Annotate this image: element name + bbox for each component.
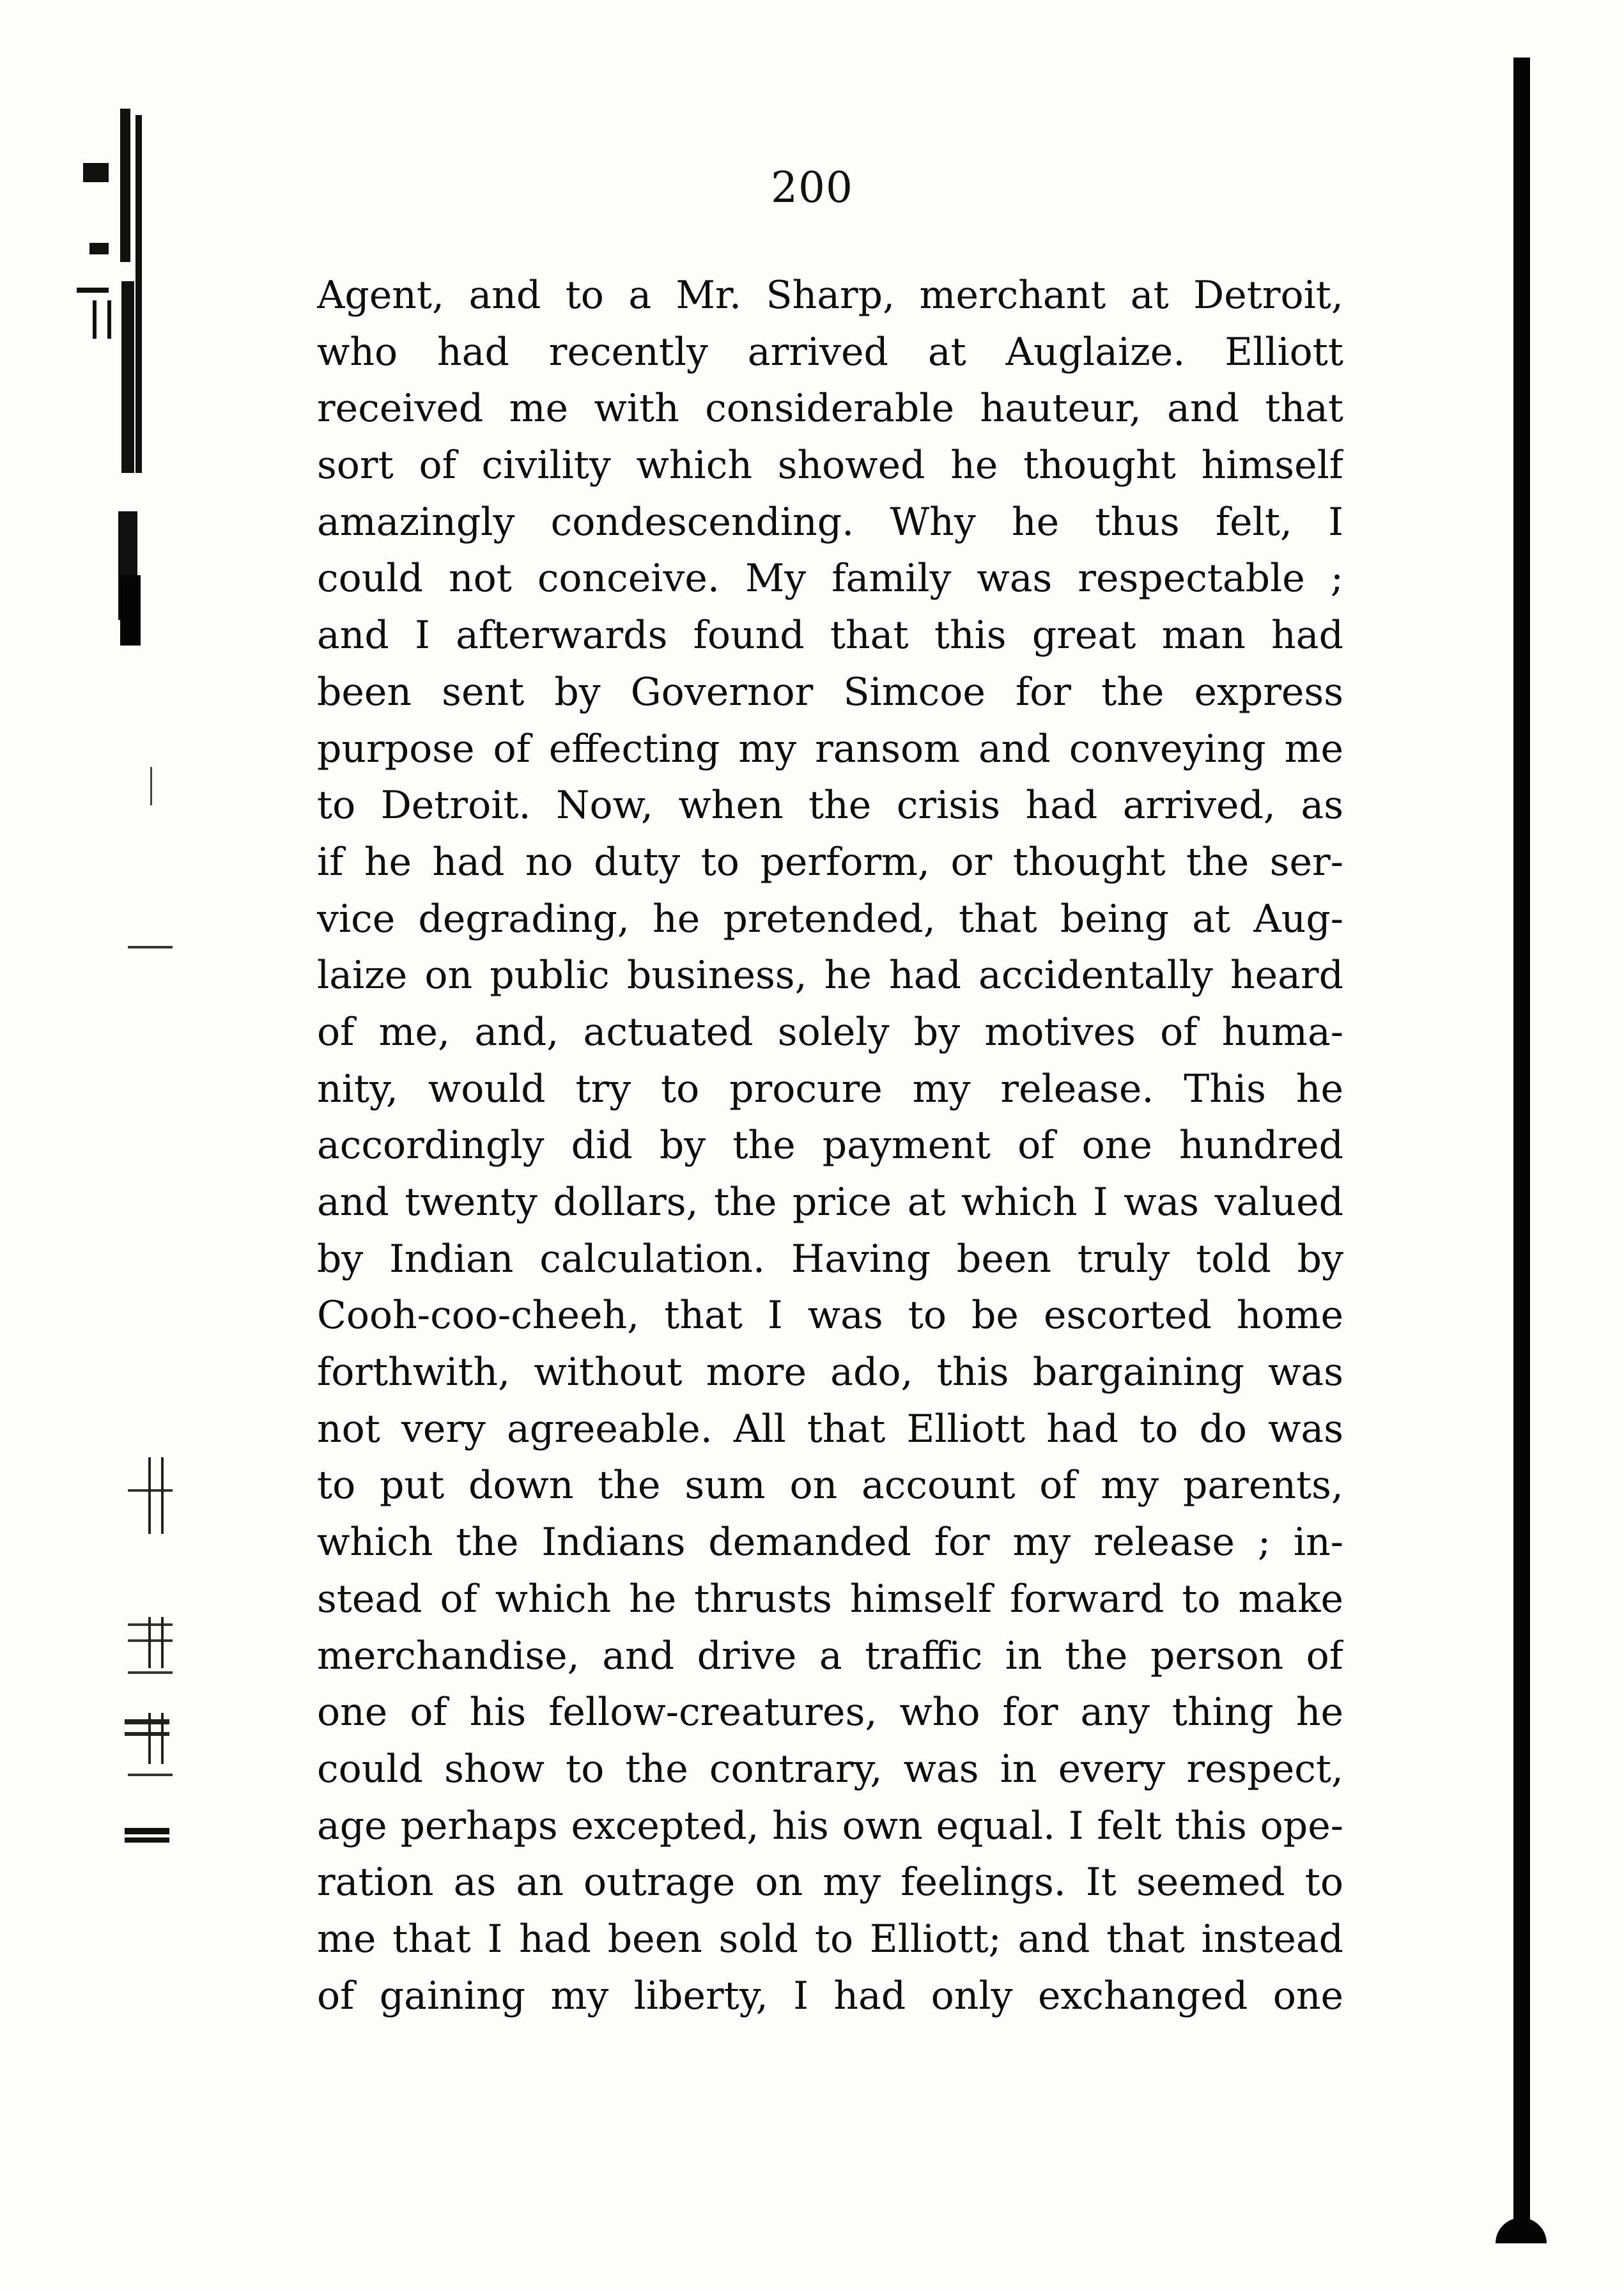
text-line: accordingly did by the payment of one hundred <box>317 1123 1343 1168</box>
text-line: by Indian calculation. Having been truly told by <box>317 1236 1343 1281</box>
text-line: of gaining my liberty, I had only exchanged one <box>317 1973 1343 2018</box>
text-line: which the Indians demanded for my release ; in- <box>317 1520 1343 1565</box>
text-line: merchandise, and drive a traffic in the person of <box>317 1633 1343 1678</box>
text-line: to Detroit. Now, when the crisis had arrived, as <box>317 783 1343 828</box>
text-line: sort of civility which showed he thought himself <box>317 443 1343 488</box>
scan-artifact-right-bar <box>1513 58 1530 2243</box>
page-number: 200 <box>771 163 853 212</box>
text-line: age perhaps excepted, his own equal. I felt this ope- <box>317 1803 1343 1848</box>
text-line: one of his fellow-creatures, who for any thing he <box>317 1690 1343 1735</box>
text-line: Agent, and to a Mr. Sharp, merchant at Detroit, <box>317 273 1343 318</box>
text-line: vice degrading, he pretended, that being at Aug- <box>317 896 1343 941</box>
scan-artifacts-left <box>0 0 192 2290</box>
text-line: who had recently arrived at Auglaize. Elliott <box>317 329 1343 375</box>
text-line: laize on public business, he had accidentally heard <box>317 953 1343 998</box>
text-line: could not conceive. My family was respectable ; <box>317 556 1343 601</box>
body-text <box>317 267 1343 2024</box>
text-line: and I afterwards found that this great man had <box>317 613 1343 658</box>
text-line: ration as an outrage on my feelings. It seemed to <box>317 1860 1343 1905</box>
text-line: of me, and, actuated solely by motives of huma- <box>317 1009 1343 1055</box>
text-line: could show to the contrary, was in every respect, <box>317 1746 1343 1791</box>
text-line: stead of which he thrusts himself forward to make <box>317 1576 1343 1621</box>
text-line: amazingly condescending. Why he thus felt, I <box>317 499 1343 545</box>
scan-artifact-right-foot <box>1496 2218 1547 2243</box>
text-line: forthwith, without more ado, this bargaining was <box>317 1350 1343 1395</box>
text-line: not very agreeable. All that Elliott had to do was <box>317 1406 1343 1451</box>
text-line: been sent by Governor Simcoe for the express <box>317 669 1343 715</box>
text-line: and twenty dollars, the price at which I was valued <box>317 1180 1343 1225</box>
text-line: purpose of effecting my ransom and conveying me <box>317 726 1343 771</box>
text-line: nity, would try to procure my release. This he <box>317 1066 1343 1111</box>
text-line: if he had no duty to perform, or thought the ser- <box>317 839 1343 885</box>
text-line: to put down the sum on account of my parents, <box>317 1463 1343 1508</box>
text-line: received me with considerable hauteur, and that <box>317 386 1343 431</box>
text-line: Cooh-coo-cheeh, that I was to be escorted home <box>317 1293 1343 1338</box>
text-line: me that I had been sold to Elliott; and that instead <box>317 1916 1343 1961</box>
